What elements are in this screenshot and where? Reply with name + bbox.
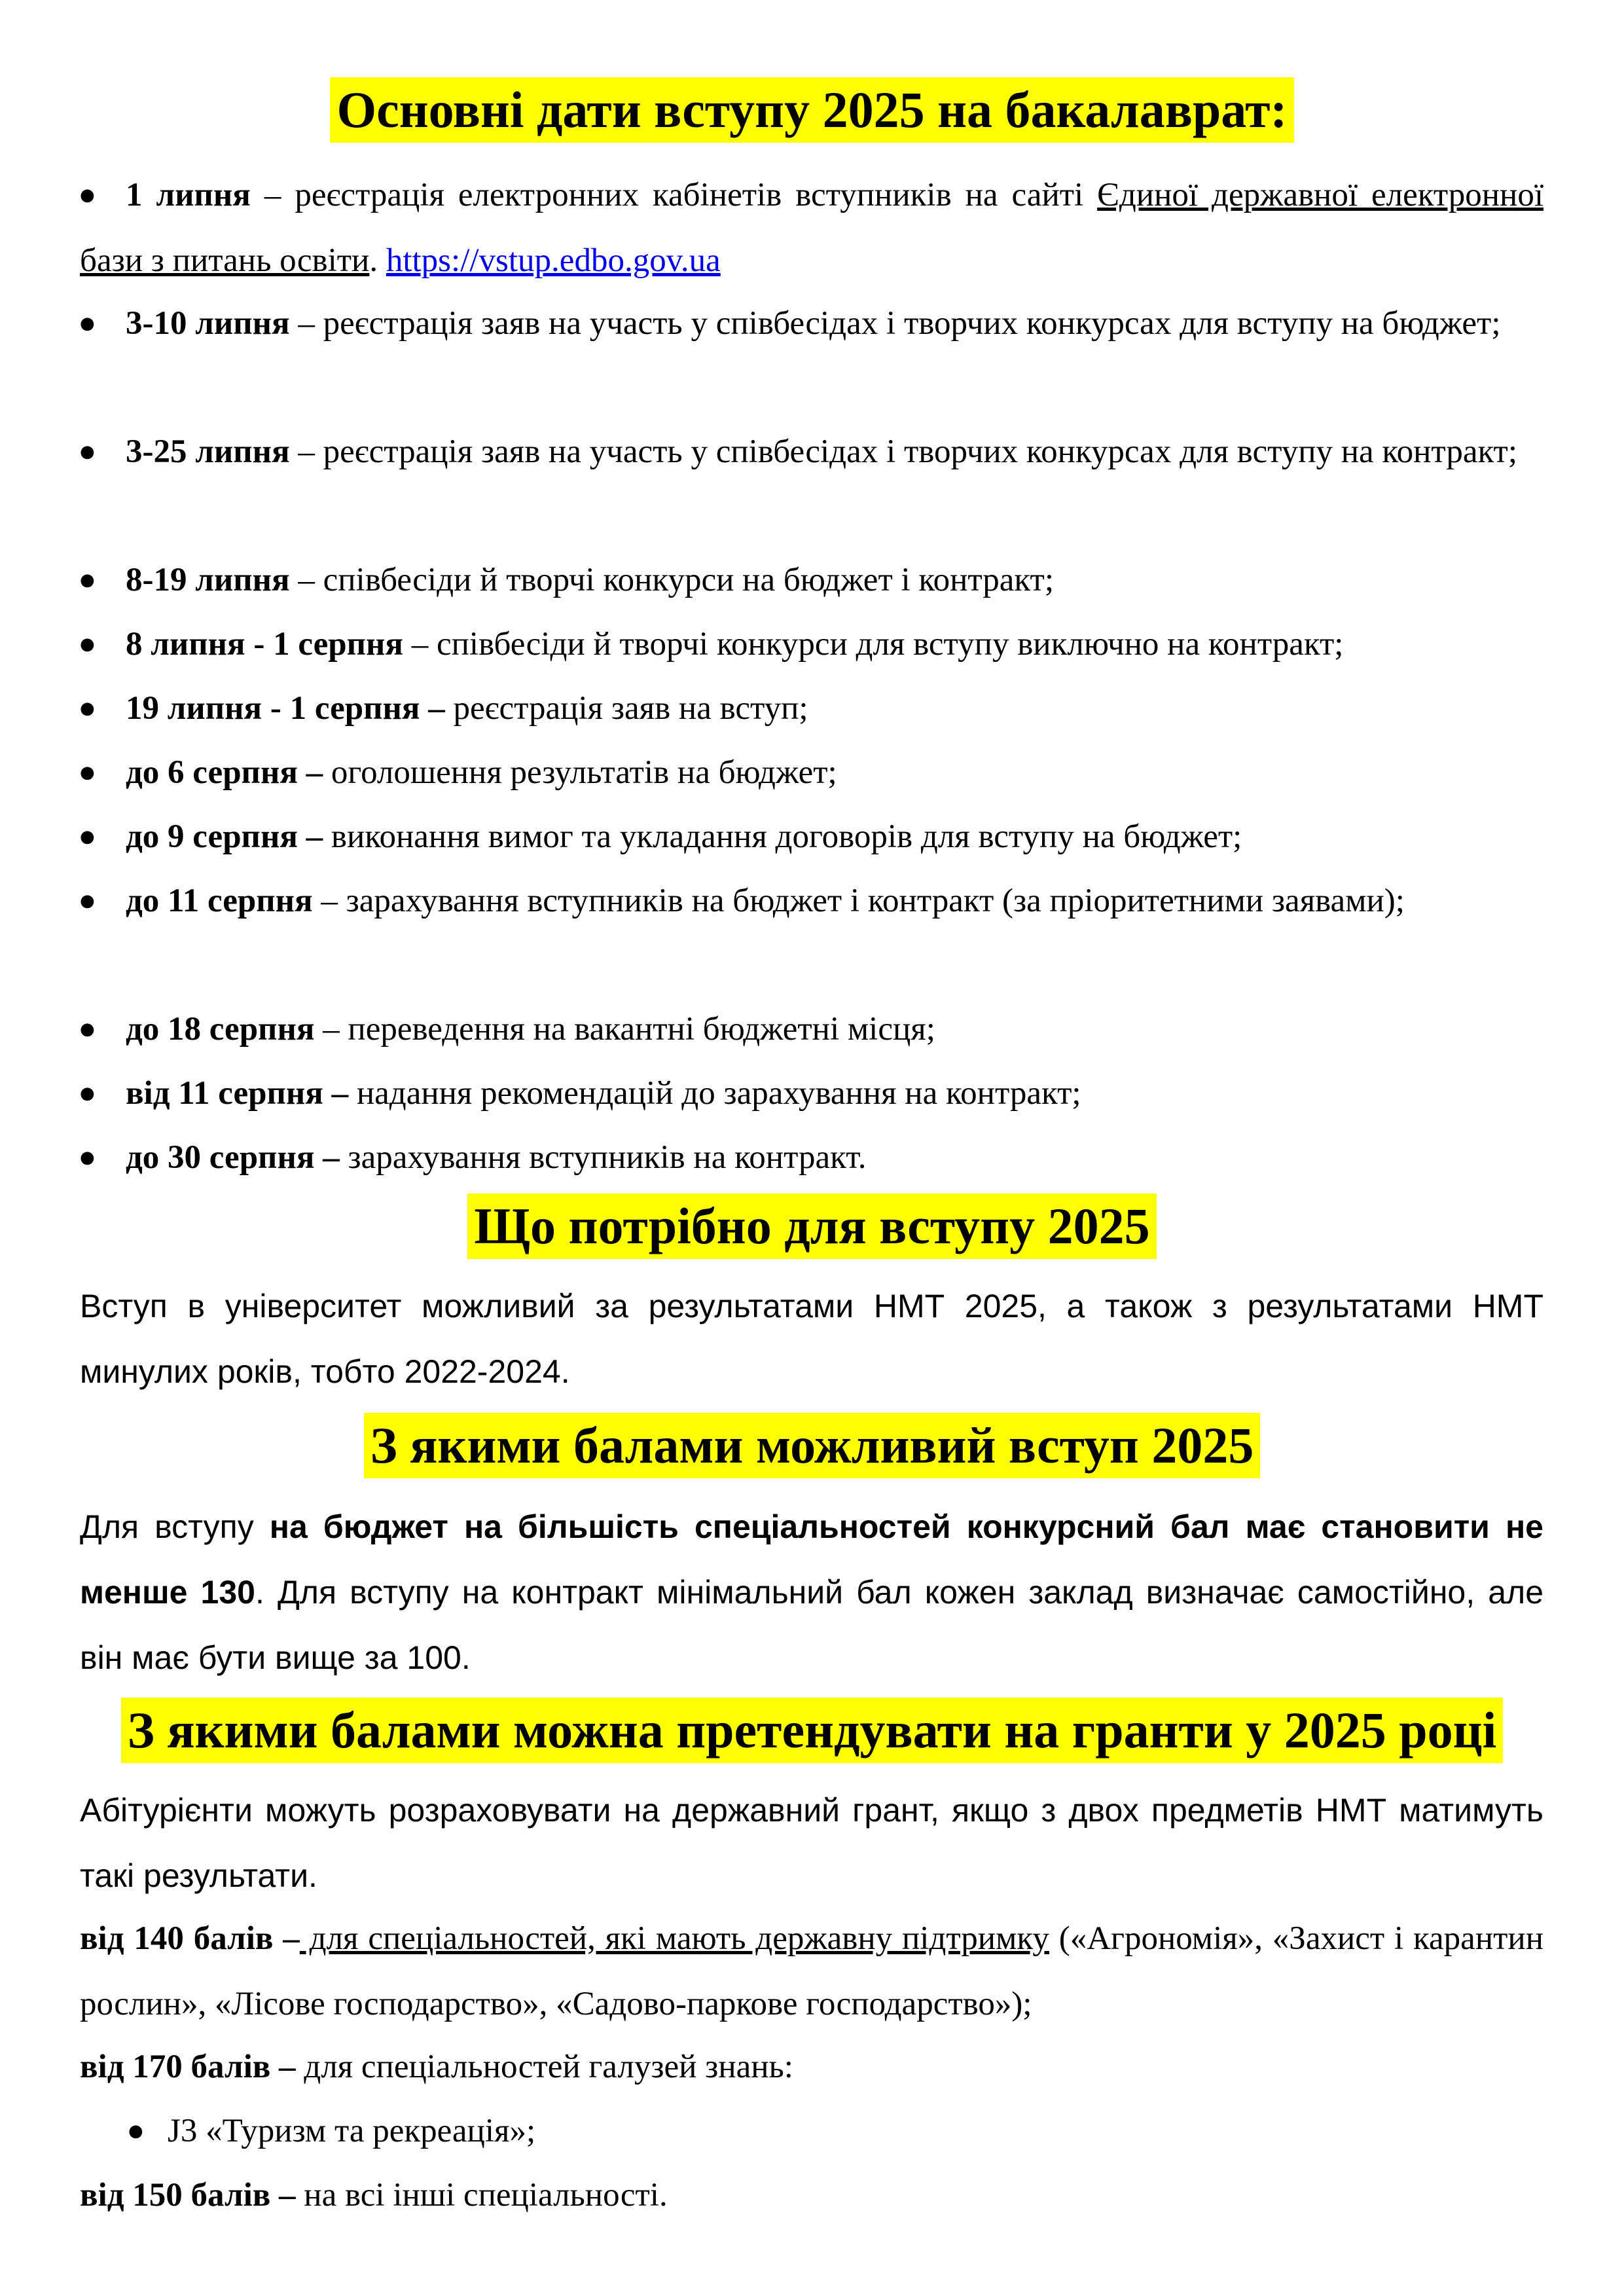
- vstup-edbo-link[interactable]: https://vstup.edbo.gov.ua: [386, 242, 721, 279]
- section-4-intro: Абітурієнти можуть розраховувати на державний грант, якщо з двох предметів НМТ матимуть такі результати.: [80, 1792, 1543, 1894]
- section-2-paragraph: Вступ в університет можливий за результатами НМТ 2025, а також з результатами НМТ минулих років, тобто 2022-2024.: [80, 1288, 1543, 1390]
- grant-line-text: для спеціальностей галузей знань:: [295, 2049, 793, 2085]
- list-item-date: 8-19 липня: [126, 562, 290, 598]
- list-item: [80, 547, 1543, 613]
- list-item: [80, 676, 1543, 741]
- list-item-dash: –: [314, 1139, 348, 1176]
- bullet-icon: ●: [80, 634, 95, 654]
- list-item-text: реєстрація заяв на вступ;: [453, 690, 808, 727]
- list-item-text: зарахування вступників на бюджет і контракт (за пріоритетними заявами);: [346, 883, 1405, 919]
- bullet-icon: ●: [80, 699, 95, 718]
- section-3-heading-wrap: [0, 1413, 1624, 1478]
- section-2-heading: Що потрібно для вступу 2025: [467, 1194, 1156, 1259]
- list-item: [80, 419, 1543, 484]
- list-item-date: 3-10 липня: [126, 305, 290, 342]
- bullet-icon: ●: [80, 314, 95, 333]
- list-item: [80, 1061, 1543, 1126]
- section-3-heading: З якими балами можливий вступ 2025: [364, 1413, 1261, 1478]
- section-2-heading-wrap: [0, 1194, 1624, 1259]
- grant-score-140: від 140 балів –: [80, 1920, 300, 1957]
- bullet-icon: ●: [80, 1084, 95, 1103]
- grant-line-140: [80, 1906, 1543, 2037]
- bullet-icon: ●: [80, 763, 95, 782]
- section-4-heading-wrap: [0, 1698, 1624, 1763]
- list-item-text: реєстрація електронних кабінетів вступників на сайті: [295, 177, 1098, 213]
- bullet-icon: ●: [80, 570, 95, 590]
- bullet-icon: ●: [80, 891, 95, 911]
- section-1-heading: Основні дати вступу 2025 на бакалаврат:: [330, 77, 1293, 143]
- list-item-text: зарахування вступників на контракт.: [348, 1139, 867, 1176]
- list-item-date: 19 липня - 1 серпня: [126, 690, 420, 727]
- grant-score-150: від 150 балів –: [80, 2177, 296, 2214]
- grant-line-text: («Агрономія», «Захист і карантин рослин», «Лісове господарство», «Садово-паркове господарство»);: [80, 1920, 1543, 2022]
- edbo-base-name: Єдиної державної електронної бази з питань освіти: [80, 177, 1543, 279]
- list-item-date: до 9 серпня: [126, 818, 298, 855]
- list-item-text: співбесіди й творчі конкурси для вступу виключно на контракт;: [436, 626, 1344, 663]
- grant-score-170: від 170 балів –: [80, 2049, 296, 2085]
- list-item-dash: –: [289, 562, 323, 598]
- bullet-icon: ●: [128, 2121, 143, 2141]
- list-item-dash: –: [420, 690, 454, 727]
- sub-list-item: J3 «Туризм та рекреація»;: [168, 2113, 536, 2149]
- list-item-text: виконання вимог та укладання договорів для вступу на бюджет;: [331, 818, 1242, 855]
- list-item-date: 3-25 липня: [126, 433, 290, 470]
- list-item-date: 1 липня: [126, 177, 251, 213]
- section-3-paragraph: [80, 1494, 1543, 1690]
- bullet-icon: ●: [80, 1148, 95, 1167]
- grant-line-170: [80, 2034, 1543, 2100]
- list-item-date: 8 липня - 1 серпня: [126, 626, 403, 663]
- bullet-icon: ●: [80, 185, 95, 205]
- list-item-text: співбесіди й творчі конкурси на бюджет і контракт;: [323, 562, 1054, 598]
- list-item-text: .: [369, 242, 386, 279]
- list-item: [80, 162, 1543, 293]
- state-support-specialties: для спеціальностей, які мають державну підтримку: [299, 1920, 1049, 1957]
- paragraph-text: . Для вступу на контракт мінімальний бал кожен заклад визначає самостійно, але він має бути вище за 100.: [80, 1574, 1543, 1676]
- list-item-dash: –: [289, 433, 323, 470]
- list-item-date: до 11 серпня: [126, 883, 313, 919]
- list-item-text: оголошення результатів на бюджет;: [331, 754, 837, 791]
- list-item-date: до 18 серпня: [126, 1011, 315, 1048]
- bullet-icon: ●: [80, 1019, 95, 1039]
- bullet-icon: ●: [80, 442, 95, 462]
- list-item: [80, 996, 1543, 1062]
- list-item-date: до 6 серпня: [126, 754, 298, 791]
- list-item-dash: –: [297, 818, 331, 855]
- list-item: [80, 291, 1543, 356]
- list-item-dash: –: [403, 626, 437, 663]
- section-4-heading: З якими балами можна претендувати на гранти у 2025 році: [121, 1698, 1504, 1763]
- list-item: [80, 804, 1543, 869]
- list-item-text: реєстрація заяв на участь у співбесідах і творчих конкурсах для вступу на контракт;: [323, 433, 1518, 470]
- list-item-dash: –: [250, 177, 295, 213]
- list-item-dash: –: [314, 1011, 348, 1048]
- list-item-date: від 11 серпня: [126, 1075, 323, 1112]
- list-item-dash: –: [297, 754, 331, 791]
- list-item-text: переведення на вакантні бюджетні місця;: [348, 1011, 935, 1048]
- grant-line-text: на всі інші спеціальності.: [295, 2177, 668, 2214]
- list-item: [80, 868, 1543, 934]
- list-item: [80, 740, 1543, 805]
- list-item-dash: –: [312, 883, 346, 919]
- list-item-text: реєстрація заяв на участь у співбесідах і творчих конкурсах для вступу на бюджет;: [323, 305, 1501, 342]
- section-1-heading-wrap: [0, 77, 1624, 143]
- list-item: [80, 1125, 1543, 1190]
- budget-min-score: на бюджет на більшість спеціальностей конкурсний бал має становити не менше 130: [80, 1508, 1543, 1611]
- list-item-text: надання рекомендацій до зарахування на контракт;: [356, 1075, 1081, 1112]
- list-item-dash: –: [289, 305, 323, 342]
- list-item-dash: –: [323, 1075, 357, 1112]
- paragraph-text: Для вступу: [80, 1508, 270, 1545]
- bullet-icon: ●: [80, 827, 95, 847]
- list-item-date: до 30 серпня: [126, 1139, 315, 1176]
- grant-line-150: [80, 2162, 1543, 2228]
- list-item: [80, 611, 1543, 677]
